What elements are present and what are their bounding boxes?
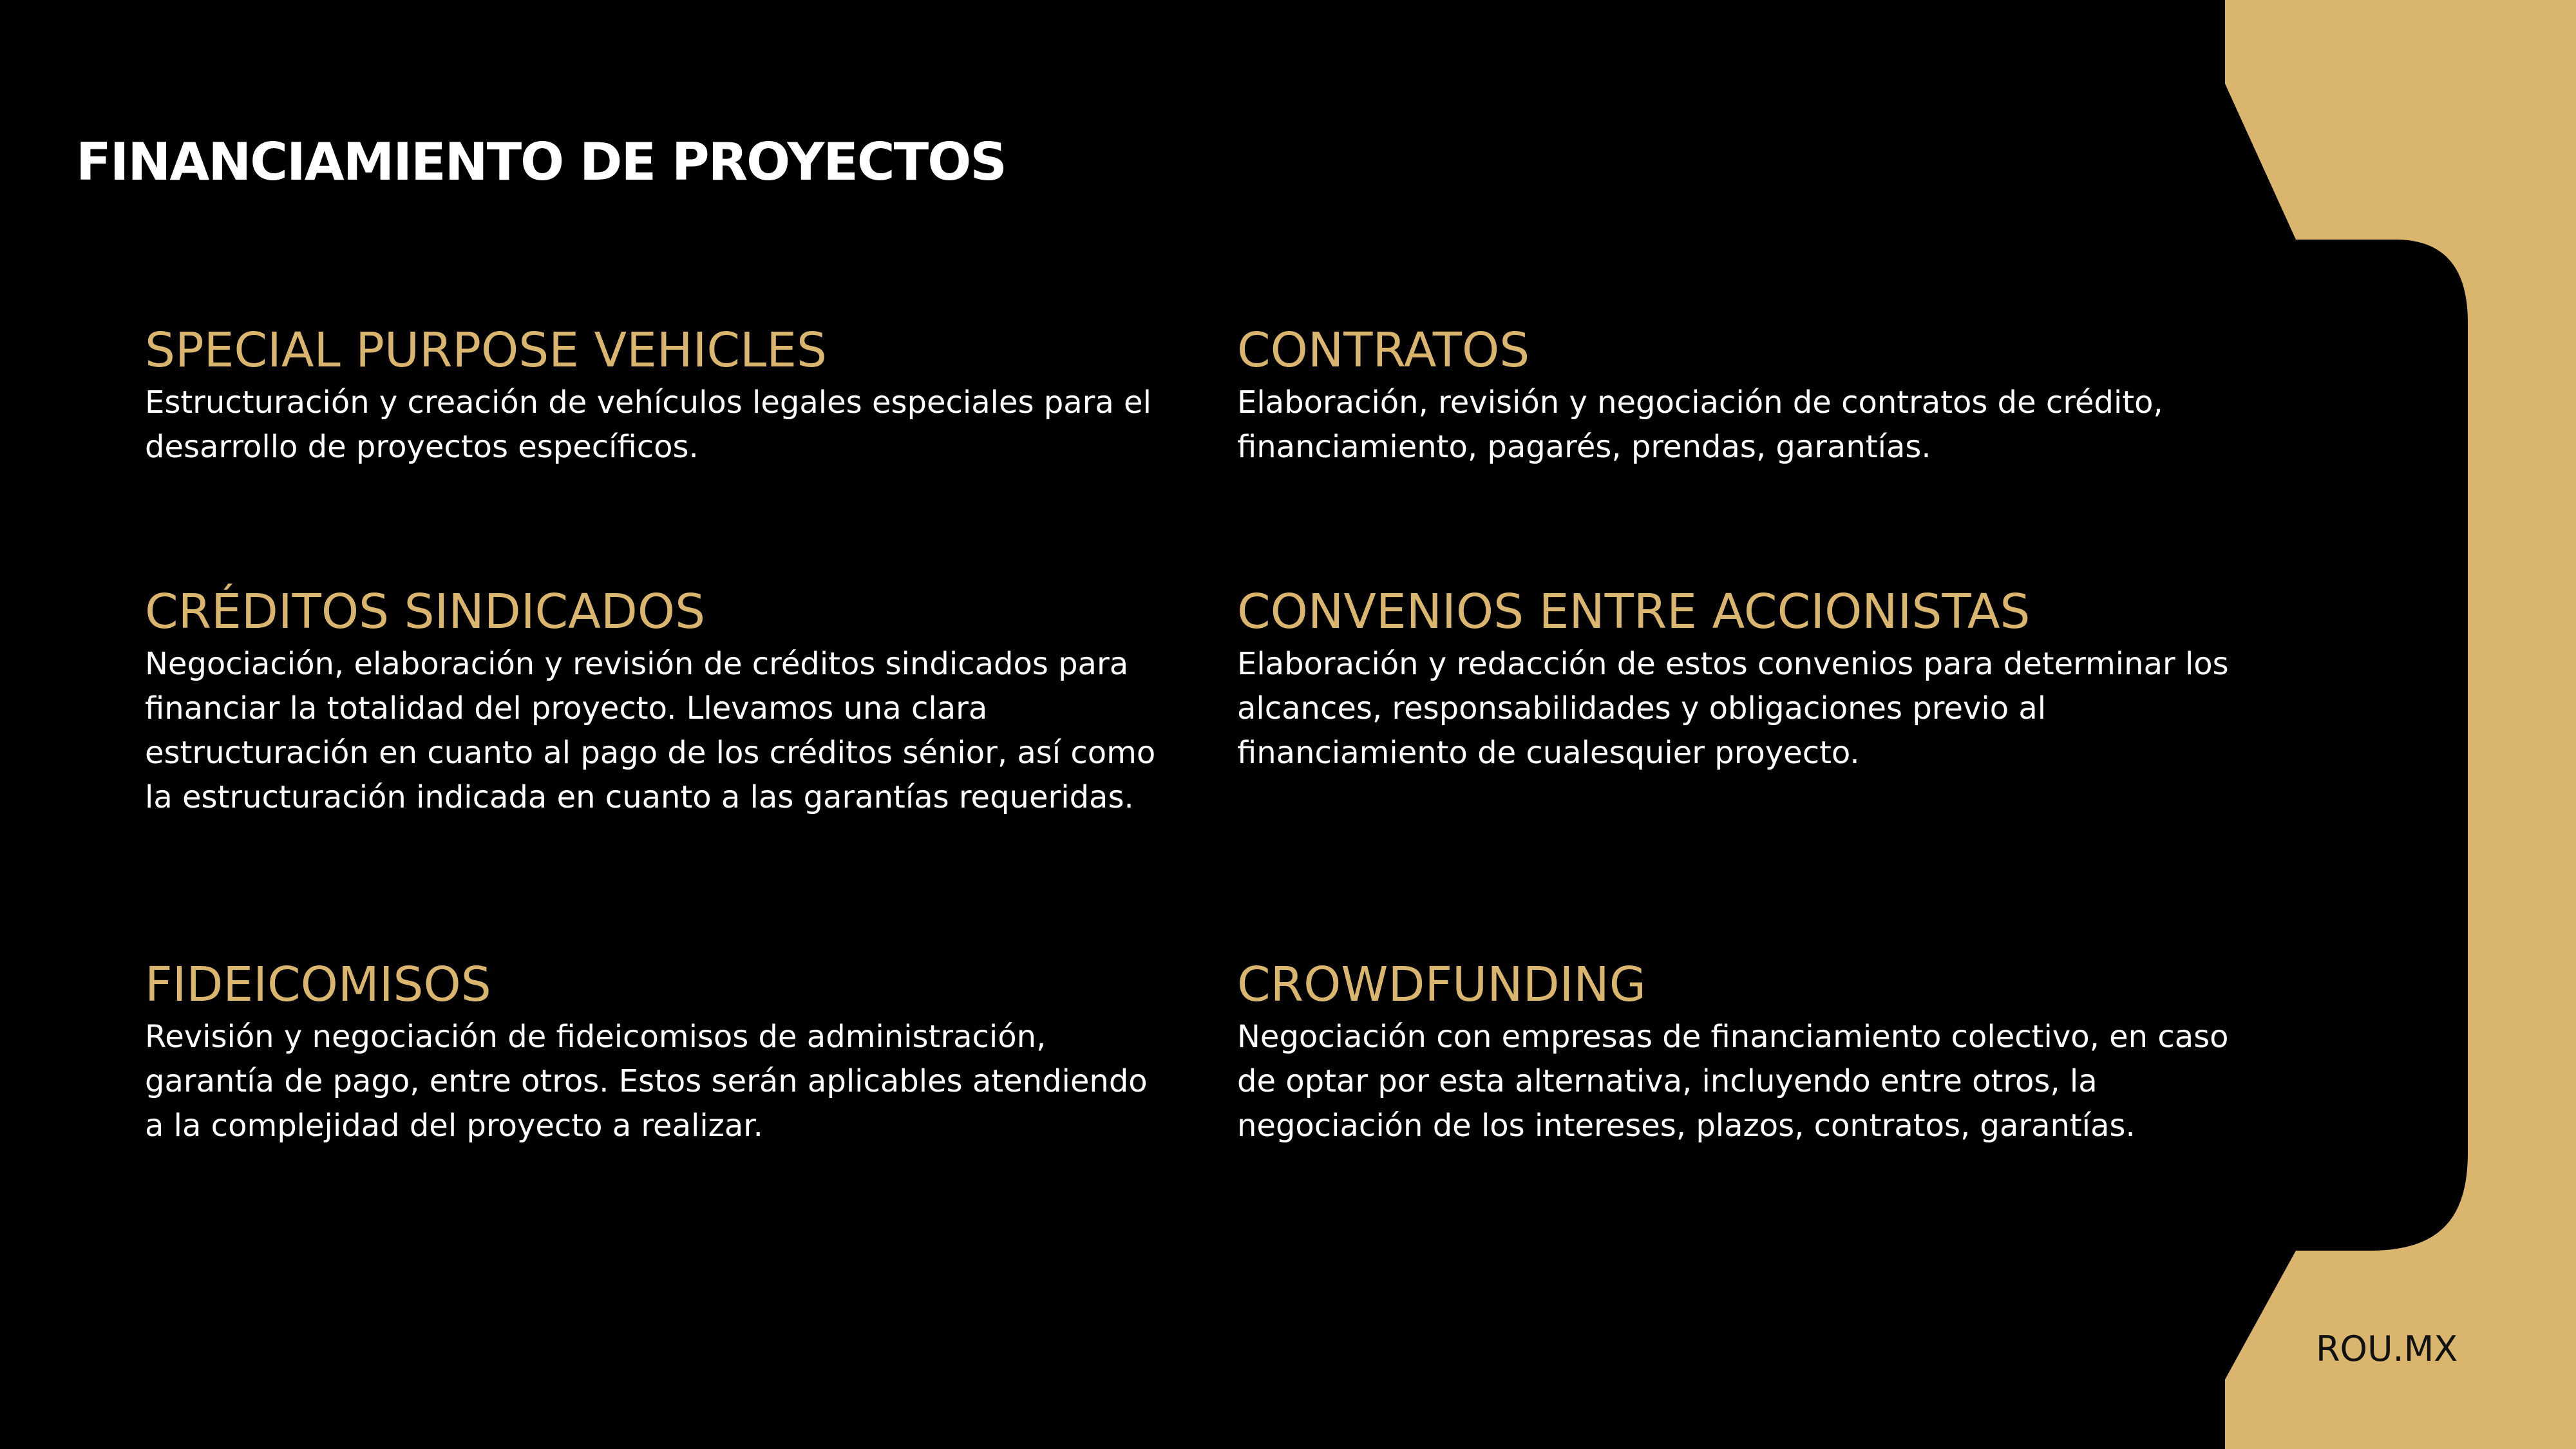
section-body: Elaboración y redacción de estos convenios para determinar los alcances, responsabilidades y obligaciones previo al financiamiento de cualesquier proyecto. — [1237, 646, 2229, 771]
section-heading: SPECIAL PURPOSE VEHICLES — [145, 323, 828, 378]
page-title: FINANCIAMIENTO DE PROYECTOS — [76, 132, 1006, 192]
section-body: Revisión y negociación de fideicomisos de administración, garantía de pago, entre otros. Estos serán aplicables atendiendo a la complejidad del proyecto a realizar. — [145, 1019, 1148, 1144]
section-crowdfunding — [1237, 954, 2268, 1148]
section-contratos — [1237, 320, 2268, 469]
section-body: Elaboración, revisión y negociación de contratos de crédito, financiamiento, pagarés, prendas, garantías. — [1237, 384, 2163, 465]
website-footer: ROU.MX — [2316, 1329, 2458, 1369]
section-convenios-entre-accionistas — [1237, 582, 2268, 775]
section-fideicomisos — [145, 954, 1175, 1148]
section-heading: CRÉDITOS SINDICADOS — [145, 584, 706, 639]
section-body: Negociación con empresas de financiamiento colectivo, en caso de optar por esta alternativa, incluyendo entre otros, la negociación de los intereses, plazos, contratos, garantías. — [1237, 1019, 2229, 1144]
section-special-purpose-vehicles — [145, 320, 1175, 469]
section-creditos-sindicados — [145, 582, 1175, 820]
section-heading: FIDEICOMISOS — [145, 957, 491, 1012]
section-heading: CONTRATOS — [1237, 323, 1530, 378]
section-heading: CONVENIOS ENTRE ACCIONISTAS — [1237, 584, 2031, 639]
section-heading: CROWDFUNDING — [1237, 957, 1647, 1012]
section-body: Estructuración y creación de vehículos legales especiales para el desarrollo de proyectos específicos. — [145, 384, 1151, 465]
section-body: Negociación, elaboración y revisión de créditos sindicados para financiar la totalidad del proyecto. Llevamos una clara estructuración en cuanto al pago de los créditos sénior, así como la estructuración indicada en cuanto a las garantías requeridas. — [145, 646, 1156, 815]
